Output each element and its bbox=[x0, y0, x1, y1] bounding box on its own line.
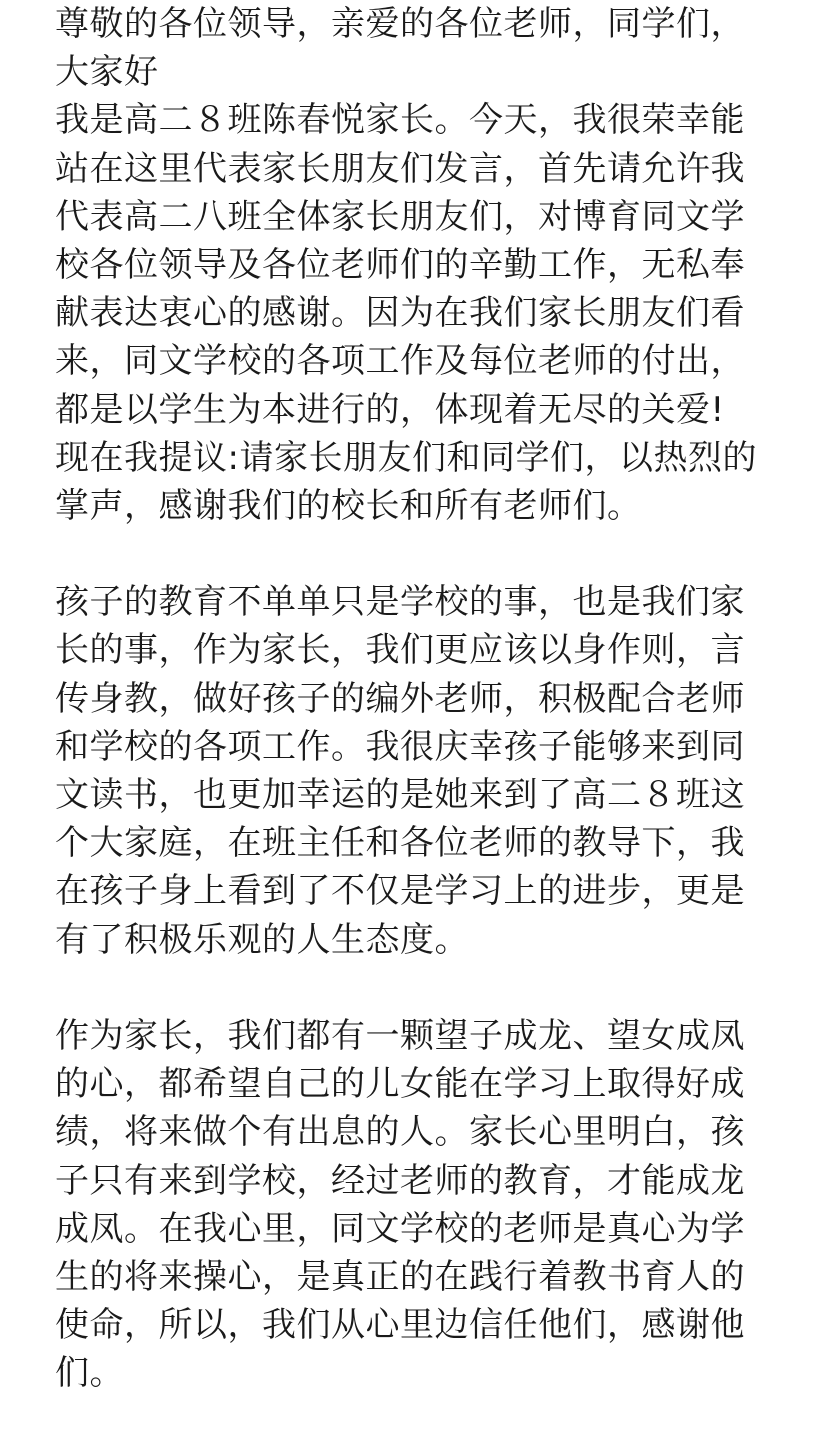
text-line: 们。 bbox=[55, 1353, 124, 1394]
text-line: 在孩子身上看到了不仅是学习上的进步，更是 bbox=[55, 871, 745, 912]
speech-document bbox=[55, 0, 805, 1397]
text-line: 孩子的教育不单单只是学校的事，也是我们家 bbox=[55, 582, 745, 623]
text-line: 和学校的各项工作。我很庆幸孩子能够来到同 bbox=[55, 726, 745, 767]
text-line: 来，同文学校的各项工作及每位老师的付出， bbox=[55, 341, 745, 382]
text-line: 子只有来到学校，经过老师的教育，才能成龙 bbox=[55, 1160, 745, 1201]
text-line: 的心，都希望自己的儿女能在学习上取得好成 bbox=[55, 1064, 745, 1105]
text-line: 有了积极乐观的人生态度。 bbox=[55, 919, 469, 960]
text-line: 绩，将来做个有出息的人。家长心里明白，孩 bbox=[55, 1112, 745, 1153]
text-line: 大家好 bbox=[55, 52, 159, 93]
text-line: 个大家庭，在班主任和各位老师的教导下，我 bbox=[55, 823, 745, 864]
paragraph-gap bbox=[55, 964, 805, 1012]
text-line: 站在这里代表家长朋友们发言，首先请允许我 bbox=[55, 148, 745, 189]
text-line: 传身教，做好孩子的编外老师，积极配合老师 bbox=[55, 678, 745, 719]
text-line: 都是以学生为本进行的，体现着无尽的关爱! bbox=[55, 389, 725, 430]
text-line: 作为家长，我们都有一颗望子成龙、望女成凤 bbox=[55, 1015, 745, 1056]
text-line: 现在我提议:请家长朋友们和同学们，以热烈的 bbox=[55, 437, 757, 478]
text-line: 校各位领导及各位老师们的辛勤工作，无私奉 bbox=[55, 244, 745, 285]
paragraph-gap bbox=[55, 530, 805, 578]
text-line: 成凤。在我心里，同文学校的老师是真心为学 bbox=[55, 1208, 745, 1249]
text-line: 掌声，感谢我们的校长和所有老师们。 bbox=[55, 485, 642, 526]
text-line: 生的将来操心，是真正的在践行着教书育人的 bbox=[55, 1256, 745, 1297]
text-line: 使命，所以，我们从心里边信任他们，感谢他 bbox=[55, 1305, 745, 1346]
text-line: 代表高二八班全体家长朋友们，对博育同文学 bbox=[55, 196, 745, 237]
text-line: 长的事，作为家长，我们更应该以身作则，言 bbox=[55, 630, 745, 671]
text-line: 文读书，也更加幸运的是她来到了高二８班这 bbox=[55, 775, 745, 815]
text-line: 献表达衷心的感谢。因为在我们家长朋友们看 bbox=[55, 293, 745, 334]
text-line: 尊敬的各位领导，亲爱的各位老师，同学们， bbox=[55, 4, 745, 44]
text-line: 我是高二８班陈春悦家长。今天，我很荣幸能 bbox=[55, 100, 745, 141]
